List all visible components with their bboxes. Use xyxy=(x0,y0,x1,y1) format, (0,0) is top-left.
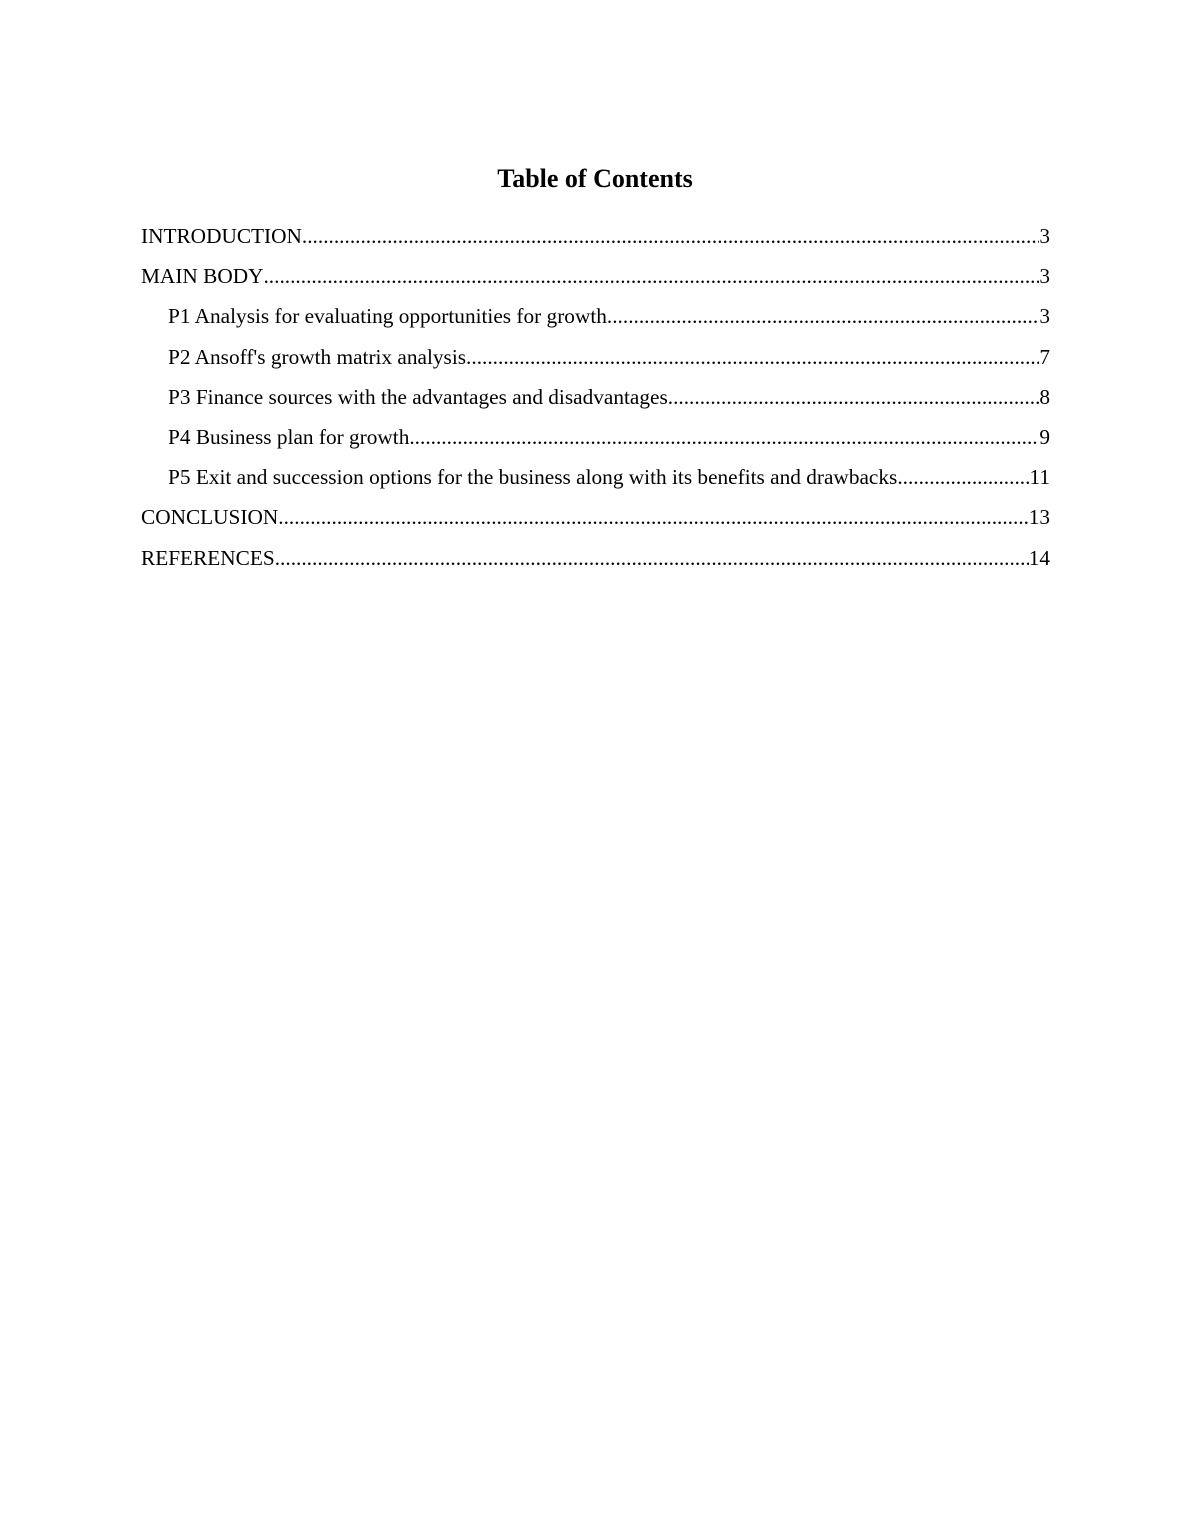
toc-page-number: 13 xyxy=(1028,505,1050,530)
toc-entry-text: P1 Analysis for evaluating opportunities for growth. xyxy=(168,304,613,329)
toc-page-number: 9 xyxy=(1039,424,1050,449)
toc-dot-leader xyxy=(612,300,1039,332)
toc-entry-p3[interactable] xyxy=(141,381,1050,421)
toc-page-number: 11 xyxy=(1029,465,1050,490)
toc-entry-main-body[interactable] xyxy=(141,260,1050,300)
toc-dot-leader xyxy=(263,260,1039,292)
toc-entry-text: P4 Business plan for growth xyxy=(168,424,410,449)
toc-page-number: 14 xyxy=(1028,545,1050,570)
toc-entry-introduction[interactable] xyxy=(141,220,1050,260)
toc-entry-p5[interactable] xyxy=(141,461,1050,501)
toc-page-number: 7 xyxy=(1039,344,1050,369)
toc-entry-references[interactable] xyxy=(141,542,1050,582)
toc-dot-leader xyxy=(897,461,1029,493)
toc-page-number: 3 xyxy=(1039,264,1050,289)
toc-dot-leader xyxy=(409,421,1039,453)
toc-entry-text: P3 Finance sources with the advantages and disadvantages xyxy=(168,384,668,409)
toc-title: Table of Contents xyxy=(497,164,693,193)
toc-entry-text: P5 Exit and succession options for the business along with its benefits and drawbacks xyxy=(168,465,898,490)
toc-page-number: 8 xyxy=(1039,384,1050,409)
toc-list xyxy=(141,220,1050,582)
toc-entry-text: REFERENCES xyxy=(141,545,275,570)
toc-entry-text: INTRODUCTION xyxy=(141,224,302,248)
toc-dot-leader xyxy=(278,501,1028,533)
toc-entry-conclusion[interactable] xyxy=(141,501,1050,541)
toc-entry-p4[interactable] xyxy=(141,421,1050,461)
toc-dot-leader xyxy=(466,341,1039,373)
toc-dot-leader xyxy=(275,542,1029,574)
toc-page-number: 3 xyxy=(1039,304,1050,329)
toc-entry-text: P2 Ansoff's growth matrix analysis xyxy=(168,344,467,369)
toc-entry-text: MAIN BODY xyxy=(141,264,264,289)
toc-dot-leader xyxy=(668,381,1040,413)
toc-entry-p2[interactable] xyxy=(141,341,1050,381)
toc-dot-leader xyxy=(302,220,1039,252)
toc-entry-p1[interactable] xyxy=(141,300,1050,340)
toc-entry-text: CONCLUSION xyxy=(141,505,279,530)
toc-page-number: 3 xyxy=(1039,224,1050,248)
